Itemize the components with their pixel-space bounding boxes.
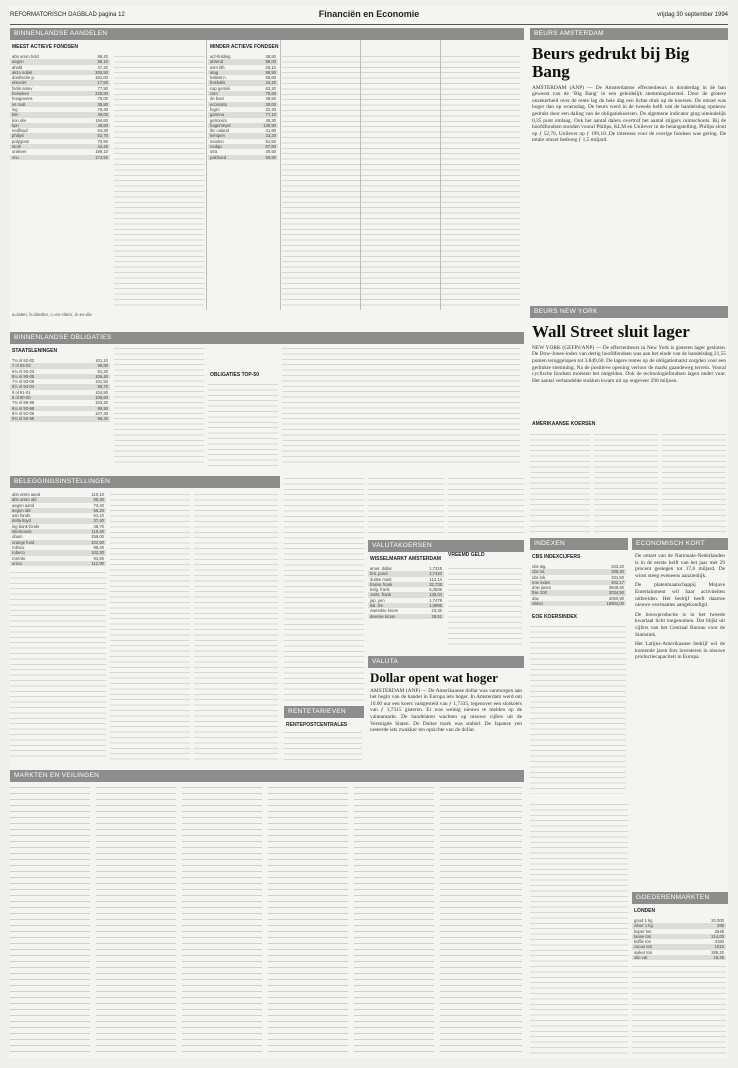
row-name: belg. frank xyxy=(370,587,390,593)
aandelen-more-columns xyxy=(282,54,520,309)
row-name: olie vat xyxy=(634,955,648,961)
row-name: vnu xyxy=(12,154,19,160)
row-name: ing bank fonds xyxy=(12,523,40,529)
row-value: 52,70 xyxy=(97,133,108,139)
row-name: 6¼ nl 93-98 xyxy=(12,405,35,411)
row-value: 3034,50 xyxy=(608,590,624,596)
newyork-headline: Wall Street sluit lager xyxy=(532,322,690,341)
row-value: 61,10 xyxy=(93,513,104,519)
subhead-vreemd-geld: VREEMD GELD xyxy=(448,552,485,558)
amsterdam-article xyxy=(530,28,728,258)
row-value: 45,30 xyxy=(265,117,276,123)
beleggings-list-rest xyxy=(10,570,106,760)
row-value: 41,90 xyxy=(265,128,276,134)
row-name: philips xyxy=(12,133,24,139)
row-value: 101,10 xyxy=(95,358,108,363)
row-name: cap gemini xyxy=(210,85,231,91)
row-value: 402,17 xyxy=(611,579,624,585)
aandelen-section xyxy=(10,28,524,328)
table-row xyxy=(208,155,278,160)
row-value: 50,90 xyxy=(265,154,276,160)
row-name: 7¾ nl 89-99 xyxy=(12,400,35,406)
row-name: 8 nl 91-01 xyxy=(12,389,31,395)
row-name: dax xyxy=(532,595,539,601)
row-value: 37,40 xyxy=(93,518,104,524)
row-name: heineken xyxy=(12,91,29,97)
row-name: asm lith. xyxy=(210,64,226,70)
row-name: cbs lok. xyxy=(532,574,547,580)
row-value: 96,30 xyxy=(93,497,104,503)
obligaties-col2 xyxy=(114,346,204,466)
row-value: 49,00 xyxy=(97,112,108,118)
row-name: getronics xyxy=(210,117,227,123)
us-stocks-col1 xyxy=(530,432,590,532)
row-value: 2060,90 xyxy=(608,595,624,601)
aandelen-footnote: a=laten, b=bieden, c=ex-claim, d=ex-div xyxy=(12,312,92,317)
row-name: dordtsche p. xyxy=(12,75,36,81)
obligaties-section xyxy=(10,332,524,472)
row-value: 78,00 xyxy=(97,96,108,102)
row-name: amer. dollar xyxy=(370,566,392,571)
row-name: brit. pond xyxy=(370,571,388,577)
row-name: aegon xyxy=(12,59,24,65)
row-value: 32,735 xyxy=(429,581,442,587)
row-name: int.mull. xyxy=(12,101,27,107)
row-name: hagemeyer xyxy=(210,122,231,128)
row-name: cacao ton xyxy=(634,944,653,950)
row-name: deense kroon xyxy=(370,613,396,619)
amsterdam-headline: Beurs gedrukt bij Big Bang xyxy=(532,44,690,81)
row-value: 112,14 xyxy=(429,576,442,582)
row-value: 19904,00 xyxy=(606,601,624,607)
row-value: 102,50 xyxy=(91,539,104,545)
table-row xyxy=(368,614,444,619)
subhead-meest-actieve: MEEST ACTIEVE FONDSEN xyxy=(12,44,78,50)
row-value: 205,50 xyxy=(95,69,108,75)
row-value: 181,00 xyxy=(95,75,108,81)
aandelen-table-main xyxy=(10,54,110,160)
row-value: 110,10 xyxy=(91,492,104,497)
row-name: goud 1 kg xyxy=(634,918,653,923)
subhead-amerikaanse: AMERIKAANSE KOERSEN xyxy=(532,420,596,427)
row-name: robeco xyxy=(12,550,25,556)
obligaties-top-list xyxy=(208,382,278,466)
row-name: fortis amev xyxy=(12,85,33,91)
row-value: 1015 xyxy=(714,944,724,950)
row-value: 101,50 xyxy=(95,379,108,385)
row-value: 56,20 xyxy=(93,507,104,513)
news-item-3: De bouwproductie is in het tweede kwartaal licht toegenomen. Dat blijkt uit cijfers van het Centraal Bureau voor de Statistiek. xyxy=(635,611,725,638)
row-name: fugro xyxy=(210,106,220,112)
row-name: unilever xyxy=(12,149,27,155)
markten-col6 xyxy=(440,784,522,1056)
table-row xyxy=(10,155,110,160)
section-header: BEURS NEW YORK xyxy=(530,306,728,318)
row-name: orange fund xyxy=(12,539,35,545)
row-name: 9 nl 90-00 xyxy=(12,395,31,401)
row-value: 214,00 xyxy=(711,933,724,939)
row-value: 23,32 xyxy=(431,608,442,614)
row-value: 73,40 xyxy=(93,502,104,508)
section-header: BEURS AMSTERDAM xyxy=(530,28,728,40)
us-stocks-col3 xyxy=(662,432,726,532)
row-value: 77,10 xyxy=(265,112,276,118)
row-name: zwits. frank xyxy=(370,592,391,598)
goederen-section xyxy=(632,892,728,1058)
row-name: ihc caland xyxy=(210,128,229,134)
row-name: pakhoed xyxy=(210,154,227,160)
row-value: 20.300 xyxy=(711,918,724,923)
newspaper-page xyxy=(10,6,728,1058)
row-value: 70,90 xyxy=(97,138,108,144)
news-item-2: De platenmaatschappij Mojave Entertainment wil haar activiteiten uitbreiden. Het bedrijf heeft daartoe nieuwe overnames aangekondigd. xyxy=(635,582,725,609)
row-value: 285 xyxy=(717,923,724,929)
section-header: GOEDERENMARKTEN xyxy=(632,892,728,904)
row-value: 174,50 xyxy=(95,154,108,160)
row-name: 7½ nl 93-08 xyxy=(12,379,35,385)
row-value: 98,10 xyxy=(97,59,108,65)
row-value: 35,80 xyxy=(97,101,108,107)
markten-col1 xyxy=(10,784,90,1056)
row-name: ahold xyxy=(12,64,23,70)
table-row xyxy=(10,416,110,421)
subhead-staatsleningen: STAATSLENINGEN xyxy=(12,348,58,354)
row-name: cbs int. xyxy=(532,569,546,575)
section-header: ECONOMISCH KORT xyxy=(632,538,728,550)
row-name: kon.olie xyxy=(12,117,27,123)
row-value: 194,60 xyxy=(95,117,108,123)
row-value: 48,70 xyxy=(93,523,104,529)
row-value: 55,60 xyxy=(265,75,276,81)
row-value: 343,20 xyxy=(611,564,624,569)
row-value: 296,40 xyxy=(611,569,624,575)
markten-col5 xyxy=(354,784,434,1056)
economisch-kort-section xyxy=(632,538,728,888)
row-value: 135,90 xyxy=(263,122,276,128)
subhead-wisselmarkt: WISSELMARKT AMSTERDAM xyxy=(370,556,441,562)
row-value: 77,90 xyxy=(97,85,108,91)
newyork-body: NEW YORK (GEFIN/ANP) — De effectenbeurs in New York is gisteren lager gesloten. De Dow-Jones-index van dertig hoofdfondsen was aan het einde van de handelsdag 21,55 punten teruggelopen tot 3.849,60. De lagere rentes op de obligatiemarkt zorgden voor een gedrukte stemming. Na de positieve opening verloor de markt gaandeweg terrein. Vooral cyclische fondsen moesten het ontgelden. Ook de technologiefondsen lagen onder vuur. Het aantal verhandelde stukken kwam uit op ongeveer 290 miljoen. xyxy=(532,344,726,384)
row-value: 112,90 xyxy=(91,560,104,566)
row-value: 76,30 xyxy=(97,106,108,112)
row-name: asn fonds xyxy=(12,513,31,519)
page-label: REFORMATORISCH DAGBLAD pagina 12 xyxy=(10,12,125,18)
row-value: 103,20 xyxy=(95,400,108,406)
markten-col2 xyxy=(96,784,176,1056)
row-value: 3849,60 xyxy=(608,585,624,591)
subhead-minder-actieve: MINDER ACTIEVE FONDSEN xyxy=(210,44,279,50)
row-name: abn amro hold xyxy=(12,54,39,59)
section-header: MARKTEN EN VEILINGEN xyxy=(10,770,524,782)
row-name: acf-holding xyxy=(210,54,231,59)
section-header: INDEXEN xyxy=(530,538,628,550)
row-name: ing xyxy=(12,106,18,112)
masthead xyxy=(10,6,728,25)
row-value: 25,10 xyxy=(265,64,276,70)
right-bottom-list xyxy=(530,802,628,1058)
row-value: 5,4505 xyxy=(429,587,442,593)
row-name: ahrend xyxy=(210,59,224,65)
table-row xyxy=(530,601,626,606)
row-name: zweedse kroon xyxy=(370,608,399,614)
row-value: 32,40 xyxy=(265,106,276,112)
row-value: 44,40 xyxy=(97,144,108,150)
row-value: 49,60 xyxy=(97,122,108,128)
row-name: delta lloyd xyxy=(12,518,31,524)
row-value: 38,50 xyxy=(265,54,276,59)
row-name: klm xyxy=(12,112,19,118)
markten-col4 xyxy=(268,784,348,1056)
subhead-eoe: EOE KOERSINDEX xyxy=(532,614,578,620)
row-name: akzo nobel xyxy=(12,69,33,75)
row-value: 285,20 xyxy=(711,949,724,955)
row-value: 96,40 xyxy=(97,416,108,422)
row-name: cbs alg. xyxy=(532,564,547,569)
section-header: RENTETARIEVEN xyxy=(284,706,364,718)
row-value: 99,80 xyxy=(97,363,108,369)
subhead-obligaties-top: OBLIGATIES TOP-50 xyxy=(210,372,259,378)
row-value: 17,50 xyxy=(97,80,108,86)
row-value: 63,20 xyxy=(265,85,276,91)
valuta-table xyxy=(368,566,444,619)
row-value: 34,40 xyxy=(265,80,276,86)
row-name: koffie ton xyxy=(634,939,651,945)
row-name: ital. lire xyxy=(370,603,384,609)
row-name: kpn xyxy=(12,122,19,128)
row-value: 199,10 xyxy=(95,149,108,155)
middle-list-c xyxy=(448,476,524,536)
table-row xyxy=(10,561,106,566)
amsterdam-body: AMSTERDAM (ANP) — De Amsterdamse effectenbeurs is donderdag in de ban geweest van de ‘Big Bang’ in een geleidelijk stemmingsherstel. Door de grotere onzekerheid over de rente lag de hele dag een lichte druk op de koersen. De omzet was hoger dan op woensdag. De beurs werd in de tweede helft van de handelsdag opnieuw gedrukt door een daling van de obligatiekoersen. De algemene indicator ging uiteindelijk 0,35 punt omlaag. Ook het aantal dalers overtrof het aantal stijgers ruimschoots. Bij de hoofdfondsen stonden vooral Philips, KLM en Unilever in de belangstelling. Philips sloot op ƒ 52,70, Unilever op ƒ 199,10. De interesse voor de overige fondsen was gering. De totale omzet bedroeg ƒ 1,5 miljard. xyxy=(532,84,726,144)
indexen-table xyxy=(530,564,626,606)
section-header: BINNENLANDSE AANDELEN xyxy=(10,28,524,40)
row-name: 6¾ nl 93-23 xyxy=(12,368,35,374)
row-name: rolinco xyxy=(12,544,25,550)
row-value: 2,7420 xyxy=(429,571,442,577)
row-name: aegon obl xyxy=(12,507,31,513)
beleggings-section xyxy=(10,476,280,766)
valutakoersen-section xyxy=(368,540,524,652)
row-name: tarwe ton xyxy=(634,933,652,939)
row-value: 95,70 xyxy=(97,384,108,390)
row-value: 135,04 xyxy=(429,592,442,598)
row-value: 104,80 xyxy=(95,389,108,395)
row-name: polygram xyxy=(12,138,30,144)
row-value: 1,7478 xyxy=(429,597,442,603)
us-stocks-col2 xyxy=(594,432,658,532)
row-name: nedlloyd xyxy=(12,128,28,134)
markten-section xyxy=(10,770,524,1058)
row-value: 75,50 xyxy=(265,91,276,97)
row-value: 1,0995 xyxy=(429,603,442,609)
beleggings-col2 xyxy=(110,492,190,760)
row-value: 96,40 xyxy=(93,544,104,550)
indexen-list-rest xyxy=(530,624,626,794)
row-value: 47,20 xyxy=(97,64,108,70)
goederen-list-rest xyxy=(632,964,726,1054)
row-name: atag xyxy=(210,69,219,75)
markten-col3 xyxy=(182,784,262,1056)
row-name: zilver 1 kg xyxy=(634,923,653,929)
valuta-article xyxy=(368,656,524,766)
row-name: duitse mark xyxy=(370,576,392,582)
row-name: interbonds xyxy=(12,529,32,535)
row-name: koper ton xyxy=(634,928,652,934)
row-value: 16,45 xyxy=(713,955,724,961)
row-value: 23,20 xyxy=(265,133,276,139)
aandelen-columns xyxy=(114,54,204,309)
row-value: 91,60 xyxy=(93,555,104,561)
row-name: 8¼ nl 90-05 xyxy=(12,373,35,379)
page-date: vrijdag 30 september 1994 xyxy=(656,12,728,18)
news-item-1: De omzet van de Nationale-Nederlanden is in de eerste helft van het jaar met 29 procent gestegen tot 17,6 miljard. De winst steeg eveneens aanzienlijk. xyxy=(635,553,725,579)
row-name: 8½ nl 91-06 xyxy=(12,410,35,416)
row-name: 5¾ nl 93-99 xyxy=(12,416,35,422)
section-header: VALUTA xyxy=(368,656,524,668)
row-value: 91,20 xyxy=(97,368,108,374)
row-value: 119,40 xyxy=(91,529,104,535)
row-name: rorento xyxy=(12,555,26,561)
row-name: boskalis xyxy=(210,80,226,86)
beleggings-table xyxy=(10,492,106,566)
row-name: ballast n. xyxy=(210,75,227,81)
subhead-rente: RENTEPOSTCENTRALES xyxy=(286,722,348,728)
page-title: Financiën en Economie xyxy=(318,9,420,19)
row-value: 98,90 xyxy=(265,69,276,75)
row-value: 58,40 xyxy=(97,54,108,59)
row-value: 40,50 xyxy=(265,149,276,155)
aandelen-table-minor xyxy=(208,54,278,160)
rente-section xyxy=(284,706,364,766)
row-name: nikkei xyxy=(532,601,543,607)
row-name: unico xyxy=(12,560,23,566)
row-value: 256,00 xyxy=(91,534,104,540)
row-name: nedap xyxy=(210,144,222,150)
row-value: 3150 xyxy=(714,939,724,945)
row-name: hoogovens xyxy=(12,96,33,102)
row-name: jap. yen xyxy=(370,597,385,603)
row-name: abn amro aand xyxy=(12,492,41,497)
row-value: 229,80 xyxy=(95,91,108,97)
row-name: abn amro obl xyxy=(12,497,37,503)
section-header: BINNENLANDSE OBLIGATIES xyxy=(10,332,524,344)
row-name: ftse 100 xyxy=(532,590,547,596)
section-header: VALUTAKOERSEN xyxy=(368,540,524,552)
vreemd-geld-list xyxy=(448,566,522,648)
row-name: elsevier xyxy=(12,80,27,86)
obligaties-table xyxy=(10,358,110,422)
valuta-body: AMSTERDAM (ANP) — De Amerikaanse dollar was vanmorgen aan het begin van de handel in Europa iets hoger. In Amsterdam werd om 10.00 uur een koers vastgesteld van ƒ 1,7335, tegenover een slotkoers van ƒ 1,7315 gisteren. Er was weinig nieuws te melden op de valutamarkt. De handelaren wachten op nieuwe cijfers uit de Verenigde Staten. De Duitse mark was stabiel. De Japanse yen noteerde iets zwakker ten opzichte van de dollar. xyxy=(370,687,522,734)
row-name: obam xyxy=(12,534,23,540)
row-value: 28,61 xyxy=(431,613,442,619)
row-value: 1,7315 xyxy=(429,566,442,571)
row-name: eoe index xyxy=(532,579,551,585)
row-value: 2548 xyxy=(714,928,724,934)
middle-list-a xyxy=(284,476,364,702)
goederen-table xyxy=(632,918,726,960)
indexen-section xyxy=(530,538,628,798)
row-value: 30,00 xyxy=(265,101,276,107)
beleggings-col3 xyxy=(194,492,278,760)
row-name: otra xyxy=(210,149,218,155)
row-value: 108,60 xyxy=(95,395,108,401)
row-name: kempen xyxy=(210,133,225,139)
row-value: 331,50 xyxy=(611,574,624,580)
row-name: stork xyxy=(12,144,22,150)
row-value: 98,90 xyxy=(97,405,108,411)
row-value: 98,00 xyxy=(265,59,276,65)
row-name: dow jones xyxy=(532,585,551,591)
row-value: 102,30 xyxy=(91,550,104,556)
row-name: franse frank xyxy=(370,581,393,587)
row-value: 64,30 xyxy=(97,128,108,134)
news-item-4: Het Latijns-Amerikaanse bedrijf wil de komende jaren fors investeren in nieuwe productiecapaciteit in Europa. xyxy=(635,641,725,661)
row-value: 107,30 xyxy=(95,410,108,416)
row-name: 7 nl 93-03 xyxy=(12,363,31,369)
row-name: econosto xyxy=(210,101,227,107)
row-name: csm xyxy=(210,91,218,97)
row-name: 7¼ nl 92-02 xyxy=(12,358,35,363)
row-name: de boer xyxy=(210,96,225,102)
subhead-cbs: CBS INDEXCIJFERS xyxy=(532,554,581,560)
obligaties-more xyxy=(282,346,520,466)
row-name: aegon aand xyxy=(12,502,35,508)
subhead-londen: LONDEN xyxy=(634,908,656,914)
section-header: BELEGGINGSINSTELLINGEN xyxy=(10,476,280,488)
row-value: 106,40 xyxy=(95,373,108,379)
row-value: 87,60 xyxy=(265,144,276,150)
row-value: 51,50 xyxy=(265,138,276,144)
row-name: gamma xyxy=(210,112,224,118)
row-name: moolen xyxy=(210,138,224,144)
row-name: 6½ nl 94-04 xyxy=(12,384,35,390)
valuta-headline: Dollar opent wat hoger xyxy=(370,670,498,685)
row-value: 49,50 xyxy=(265,96,276,102)
newyork-article xyxy=(530,306,728,536)
middle-list-b xyxy=(368,476,444,536)
rente-list xyxy=(284,730,362,764)
table-row xyxy=(632,955,726,960)
row-name: suiker ton xyxy=(634,949,653,955)
